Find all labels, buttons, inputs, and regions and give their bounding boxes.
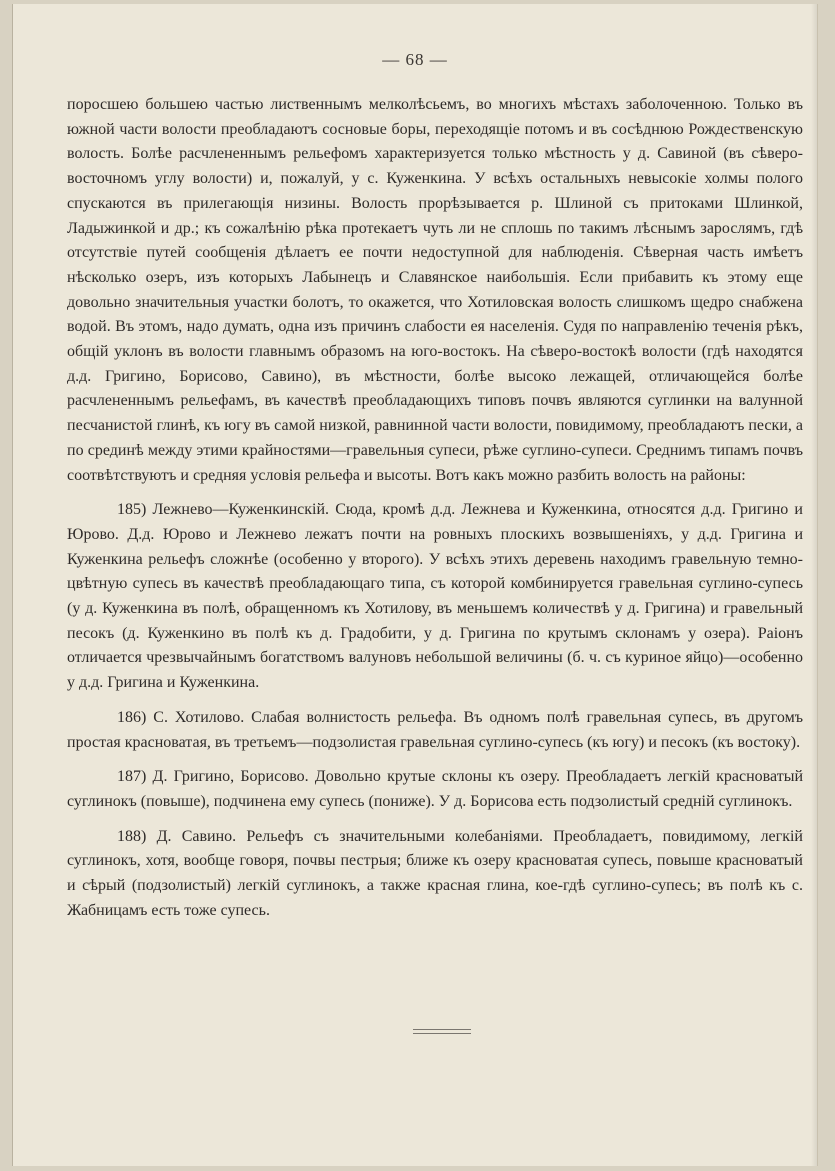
section-paragraph-185: 185) Лежнево—Куженкинскій. Сюда, кромѣ д.д. Лежнева и Куженкина, относятся д.д. Григино и Юрово. Д.д. Юрово и Лежнево лежатъ почти на ровныхъ плоскихъ возвышеніяхъ, у д.д. Григина и Куженкина рельефъ сложнѣе (особенно у второго). У всѣхъ этихъ деревень находимъ гравельную темно-цвѣтную супесь въ качествѣ преобладающаго типа, съ которой комбинируется гравельная суглино-супесь (у д. Куженкина въ полѣ, обращенномъ къ Хотилову, въ меньшемъ количествѣ у д. Григина) и гравельный песокъ (д. Куженкино въ полѣ къ д. Градобити, у д. Григина по крутымъ склонамъ у озера). Раіонъ отличается чрезвычайнымъ богатствомъ валуновъ небольшой величины (б. ч. съ куриное яйцо)—особенно у д.д. Григина и Куженкина. [67, 501, 803, 692]
page-number: — 68 — [382, 50, 448, 69]
page-body [67, 93, 803, 924]
document-page [12, 4, 818, 1166]
intro-paragraph: поросшею большею частью лиственнымъ мелколѣсьемъ, во многихъ мѣстахъ заболоченною. Только въ южной части волости преобладаютъ сосновые боры, переходящіе потомъ и въ сосѣднюю Рождественскую волость. Болѣе расчлененнымъ рельефомъ характеризуется только мѣстность у д. Савиной (въ сѣверо-восточномъ углу волости) и, пожалуй, у с. Куженкина. У всѣхъ остальныхъ невысокіе холмы полого спускаются въ прилегающія низины. Волость прорѣзывается р. Шлиной съ притоками Шлинкой, Ладыжинкой и др.; къ сожалѣнію рѣка протекаетъ чуть ли не сплошь по такимъ лѣснымъ зарослямъ, гдѣ отсутствіе путей сообщенія дѣлаетъ ее почти недоступной для наблюденія. Сѣверная часть имѣетъ нѣсколько озеръ, изъ которыхъ Лабынецъ и Славянское наибольшія. Если прибавить къ этому еще довольно значительныя участки болотъ, то окажется, что Хотиловская волость слишкомъ щедро снабжена водой. Въ этомъ, надо думать, одна изъ причинъ слабости ея населенія. Судя по направленію теченія рѣкъ, общій уклонъ въ волости главнымъ образомъ на юго-востокъ. На сѣверо-востокѣ волости (гдѣ находятся д.д. Григино, Борисово, Савино), въ мѣстности, болѣе высоко лежащей, отличающейся болѣе расчлененнымъ рельефамъ, въ качествѣ преобладающихъ типовъ почвъ являются суглинки на валунной песчанистой глинѣ, къ югу въ самой низкой, равнинной части волости, повидимому, преобладаютъ пески, а по срединѣ между этими крайностями—гравельныя супеси, рѣже суглино-супеси. Среднимъ типамъ почвъ соотвѣтствуютъ и средняя условія рельефа и высоты. Вотъ какъ можно разбить волость на районы: [67, 96, 803, 484]
section-paragraph-188: 188) Д. Савино. Рельефъ съ значительными колебаніями. Преобладаетъ, повидимому, легкій суглинокъ, хотя, вообще говоря, почвы пестрыя; ближе къ озеру красноватая супесь, повыше красноватый и сѣрый (подзолистый) легкій суглинокъ, а также красная глина, кое-гдѣ суглино-супесь; въ полѣ къ с. Жабницамъ есть тоже супесь. [67, 827, 803, 919]
page-edge-shadow [811, 4, 817, 1166]
section-paragraph-187: 187) Д. Григино, Борисово. Довольно крутые склоны къ озеру. Преобладаетъ легкій красноватый суглинокъ (повыше), подчинена ему супесь (пониже). У д. Борисова есть подзолистый средній суглинокъ. [67, 768, 803, 810]
section-paragraph-186: 186) С. Хотилово. Слабая волнистость рельефа. Въ одномъ полѣ гравельная супесь, въ другомъ простая красноватая, въ третьемъ—подзолистая гравельная суглино-супесь (къ югу) и песокъ (къ востоку). [67, 708, 803, 751]
section-separator-rule [413, 1029, 471, 1034]
